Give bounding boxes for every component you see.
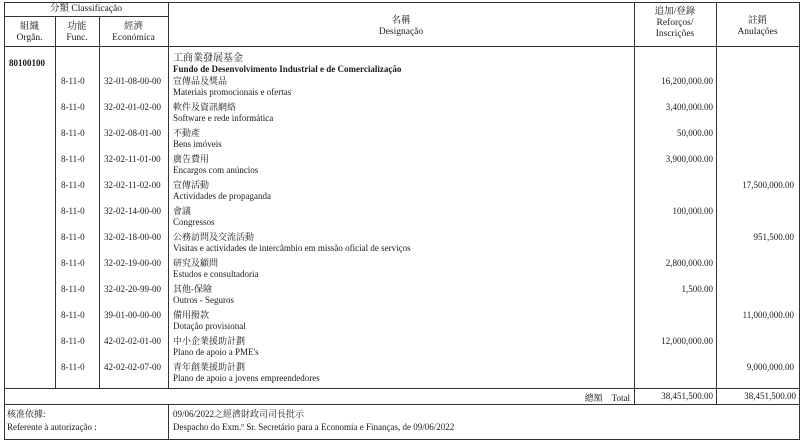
table-row (4, 362, 800, 388)
row-func: 8-11-0 (61, 232, 85, 242)
row-econ: 32-02-20-99-00 (104, 284, 161, 294)
row-econ: 32-02-01-02-00 (104, 102, 161, 112)
row-designacao-zh: 中小企業援助計劃 (173, 336, 246, 346)
table-row (4, 76, 800, 102)
row-econ: 32-02-18-00-00 (104, 232, 161, 242)
header-organ-zh: 組織 (19, 22, 39, 32)
total-reforco: 38,451,500.00 (661, 391, 713, 401)
row-reforco: 1,500.00 (681, 284, 713, 294)
row-designacao-zh: 公務訪問及交流活動 (173, 232, 255, 242)
row-func: 8-11-0 (61, 362, 85, 372)
classification-divider (4, 16, 168, 17)
row-designacao-pt: Software e rede informática (173, 113, 274, 123)
header-reforcos-pt1: Reforços/ (656, 18, 694, 28)
row-designacao-zh: 會議 (173, 206, 192, 216)
org-name-zh: 工商業發展基金 (173, 53, 243, 64)
table-row (4, 310, 800, 336)
row-designacao-pt: Outros - Seguros (173, 295, 234, 305)
header-econ-pt: Económica (112, 33, 155, 43)
row-anulacao: 9,000,000.00 (746, 362, 794, 372)
row-designacao-pt: Visitas e actividades de intercâmbio em missão oficial de serviços (173, 243, 411, 253)
row-designacao-zh: 其他-保險 (173, 284, 212, 294)
row-func: 8-11-0 (61, 206, 85, 216)
header-designacao-pt: Designação (378, 27, 424, 37)
row-func: 8-11-0 (61, 128, 85, 138)
row-designacao-zh: 研究及顧問 (173, 258, 219, 268)
row-reforco: 16,200,000.00 (661, 76, 713, 86)
footer-label-zh: 核准依據: (7, 409, 46, 419)
row-anulacao: 951,500.00 (753, 232, 794, 242)
row-designacao-zh: 青年創業援助計劃 (173, 362, 246, 372)
row-designacao-pt: Dotação provisional (173, 321, 246, 331)
row-designacao-pt: Plano de apoio a PME's (173, 347, 259, 357)
footer-divider (168, 404, 169, 439)
row-designacao-pt: Plano de apoio a jovens empreendedores (173, 373, 320, 383)
header-reforcos-pt2: Inscrições (655, 29, 695, 39)
row-func: 8-11-0 (61, 258, 85, 268)
total-anulacao: 38,451,500.00 (744, 391, 796, 401)
row-econ: 32-02-08-01-00 (104, 128, 161, 138)
table-row (4, 180, 800, 206)
row-econ: 42-02-02-07-00 (104, 362, 161, 372)
row-designacao-pt: Congressos (173, 217, 215, 227)
row-econ: 32-02-11-01-00 (104, 154, 161, 164)
row-reforco: 100,000.00 (672, 206, 713, 216)
row-designacao-zh: 軟件及資訊網絡 (173, 102, 237, 112)
frame-bottom (4, 439, 800, 440)
row-func: 8-11-0 (61, 154, 85, 164)
row-reforco: 2,800,000.00 (665, 258, 713, 268)
row-anulacao: 11,000,000.00 (742, 310, 794, 320)
header-designacao-zh: 名稱 (391, 16, 411, 26)
row-econ: 32-02-19-00-00 (104, 258, 161, 268)
table-row (4, 232, 800, 258)
row-designacao-pt: Estudos e consultadoria (173, 269, 259, 279)
row-designacao-pt: Encargos com anúncios (173, 165, 259, 175)
header-anulacoes-pt: Anulações (737, 27, 778, 37)
row-reforco: 12,000,000.00 (661, 336, 713, 346)
footer-value-zh: 09/06/2022之經濟財政司司長批示 (173, 409, 305, 419)
row-designacao-pt: Bens imóveis (173, 139, 222, 149)
total-top (4, 388, 800, 389)
row-func: 8-11-0 (61, 284, 85, 294)
header-econ-zh: 經濟 (123, 22, 143, 32)
footer-label-pt: Referente à autorização : (7, 422, 97, 432)
frame-top (4, 2, 800, 3)
table-row (4, 128, 800, 154)
table-row (4, 206, 800, 232)
row-econ: 32-02-14-00-00 (104, 206, 161, 216)
row-designacao-zh: 宣傳品及獎品 (173, 76, 228, 86)
row-econ: 32-01-08-00-00 (104, 76, 161, 86)
row-func: 8-11-0 (61, 76, 85, 86)
header-anulacoes-zh: 註銷 (747, 16, 767, 26)
row-anulacao: 17,500,000.00 (742, 180, 794, 190)
table-row (4, 258, 800, 284)
header-reforcos-zh: 追加/登錄 (654, 7, 696, 17)
row-func: 8-11-0 (61, 336, 85, 346)
total-label: 總額 Total (584, 393, 630, 403)
row-designacao-pt: Materiais promocionais e ofertas (173, 87, 292, 97)
row-designacao-zh: 廣告費用 (173, 154, 210, 164)
total-bottom (4, 404, 800, 405)
row-designacao-zh: 宣傳活動 (173, 180, 210, 190)
row-designacao-zh: 不動產 (173, 128, 201, 138)
header-func-pt: Func. (66, 33, 88, 43)
header-bottom (4, 46, 800, 47)
row-reforco: 3,400,000.00 (665, 102, 713, 112)
header-organ-pt: Orgân. (16, 33, 43, 43)
row-designacao-pt: Actividades de propaganda (173, 191, 271, 201)
table-row (4, 102, 800, 128)
row-econ: 42-02-02-01-00 (104, 336, 161, 346)
row-func: 8-11-0 (61, 310, 85, 320)
table-row (4, 154, 800, 180)
row-designacao-zh: 備用撥款 (173, 310, 210, 320)
table-row (4, 336, 800, 362)
table-row (4, 284, 800, 310)
footer-value-pt: Despacho do Exm.º Sr. Secretário para a Economia e Finanças, de 09/06/2022 (173, 422, 455, 432)
row-reforco: 3,900,000.00 (665, 154, 713, 164)
org-code: 80100100 (9, 58, 45, 68)
row-func: 8-11-0 (61, 102, 85, 112)
header-classificacao: 分類 Classificação (49, 4, 123, 14)
row-econ: 39-01-00-00-00 (104, 310, 161, 320)
row-reforco: 50,000.00 (677, 128, 713, 138)
header-func-zh: 功能 (67, 22, 87, 32)
row-func: 8-11-0 (61, 180, 85, 190)
row-econ: 32-02-11-02-00 (104, 180, 161, 190)
org-name-pt: Fundo de Desenvolvimento Industrial e de Comercialização (173, 64, 402, 74)
